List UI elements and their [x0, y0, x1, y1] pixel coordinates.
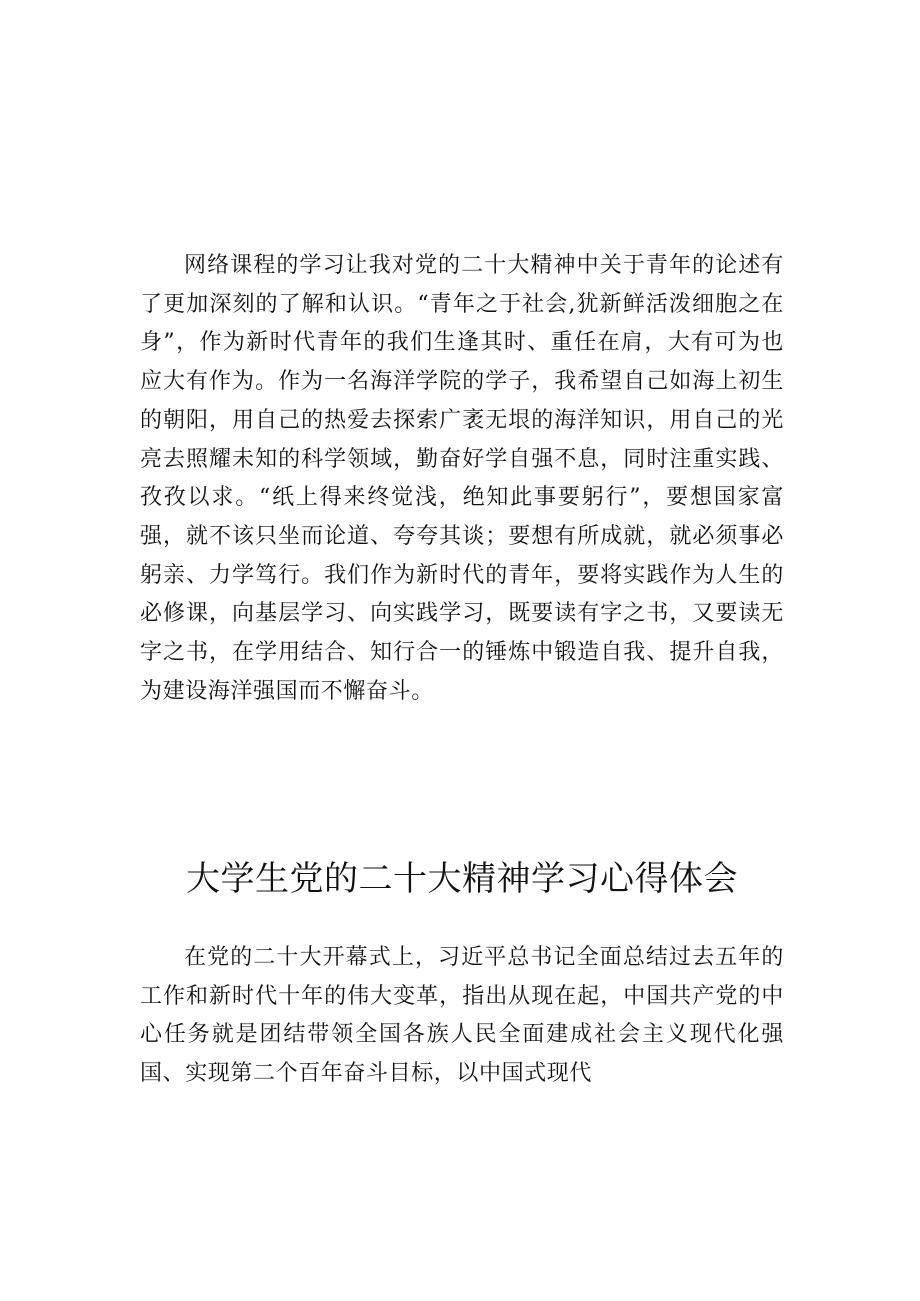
body-paragraph-2: 在党的二十大开幕式上，习近平总书记全面总结过去五年的工作和新时代十年的伟大变革，指出从现在起，中国共产党的中心任务就是团结带领全国各族人民全面建成社会主义现代化强国、实现第二个百年奋斗目标，以中国式现代 [140, 945, 784, 1087]
section-title: 大学生党的二十大精神学习心得体会 [186, 859, 738, 899]
body-paragraph-1: 网络课程的学习让我对党的二十大精神中关于青年的论述有了更加深刻的了解和认识。“青年之于社会,犹新鲜活泼细胞之在身”，作为新时代青年的我们生逢其时、重任在肩，大有可为也应大有作为。作为一名海洋学院的学子，我希望自己如海上初生的朝阳，用自己的热爱去探索广袤无垠的海洋知识，用自己的光亮去照耀未知的科学领域，勤奋好学自强不息，同时注重实践、孜孜以求。“纸上得来终觉浅，绝知此事要躬行”，要想国家富强，就不该只坐而论道、夸夸其谈；要想有所成就，就必须事必躬亲、力学笃行。我们作为新时代的青年，要将实践作为人生的必修课，向基层学习、向实践学习，既要读有字之书，又要读无字之书，在学用结合、知行合一的锤炼中锻造自我、提升自我，为建设海洋强国而不懈奋斗。 [140, 253, 784, 704]
